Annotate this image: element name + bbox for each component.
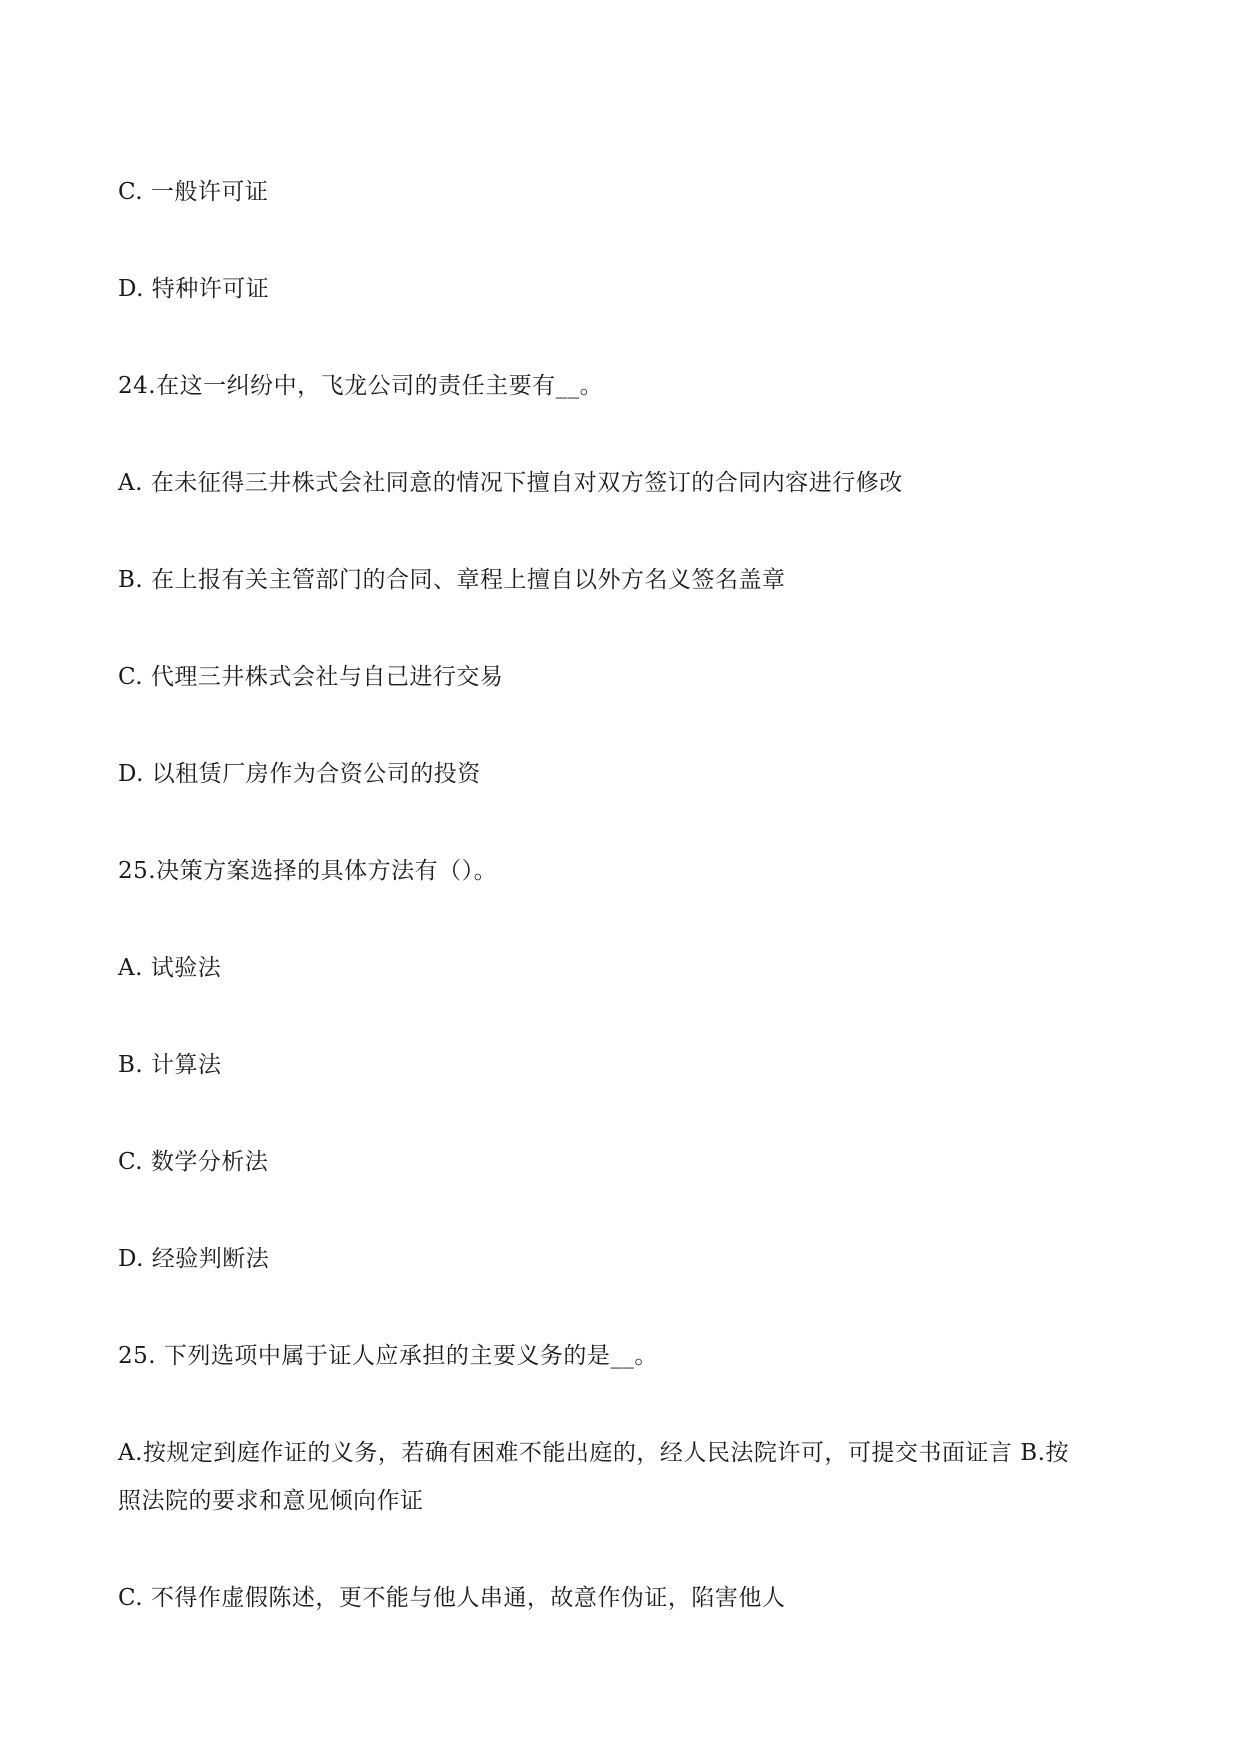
option-c-q25a: C. 数学分析法 xyxy=(118,1149,269,1175)
option-d-q23: D. 特种许可证 xyxy=(118,276,270,302)
question-24: 24.在这一纠纷中，飞龙公司的责任主要有__。 xyxy=(118,373,604,399)
question-25b: 25. 下列选项中属于证人应承担的主要义务的是__。 xyxy=(118,1343,658,1369)
question-25a: 25.决策方案选择的具体方法有（）。 xyxy=(118,858,498,884)
option-b-q24: B. 在上报有关主管部门的合同、章程上擅自以外方名义签名盖章 xyxy=(118,567,786,593)
option-a-q25a: A. 试验法 xyxy=(118,955,222,981)
option-c-q25b: C. 不得作虚假陈述，更不能与他人串通，故意作伪证，陷害他人 xyxy=(118,1585,786,1611)
option-c-q23: C. 一般许可证 xyxy=(118,179,269,205)
option-b-q25a: B. 计算法 xyxy=(118,1052,222,1078)
option-c-q24: C. 代理三井株式会社与自己进行交易 xyxy=(118,664,504,690)
option-d-q24: D. 以租赁厂房作为合资公司的投资 xyxy=(118,761,481,787)
option-a-q25b-line2: 照法院的要求和意见倾向作证 xyxy=(118,1488,424,1514)
option-a-q24: A. 在未征得三井株式会社同意的情况下擅自对双方签订的合同内容进行修改 xyxy=(118,470,903,496)
option-d-q25a: D. 经验判断法 xyxy=(118,1246,270,1272)
option-a-q25b-line1: A.按规定到庭作证的义务，若确有困难不能出庭的，经人民法院许可，可提交书面证言 B.按 xyxy=(118,1440,1069,1466)
